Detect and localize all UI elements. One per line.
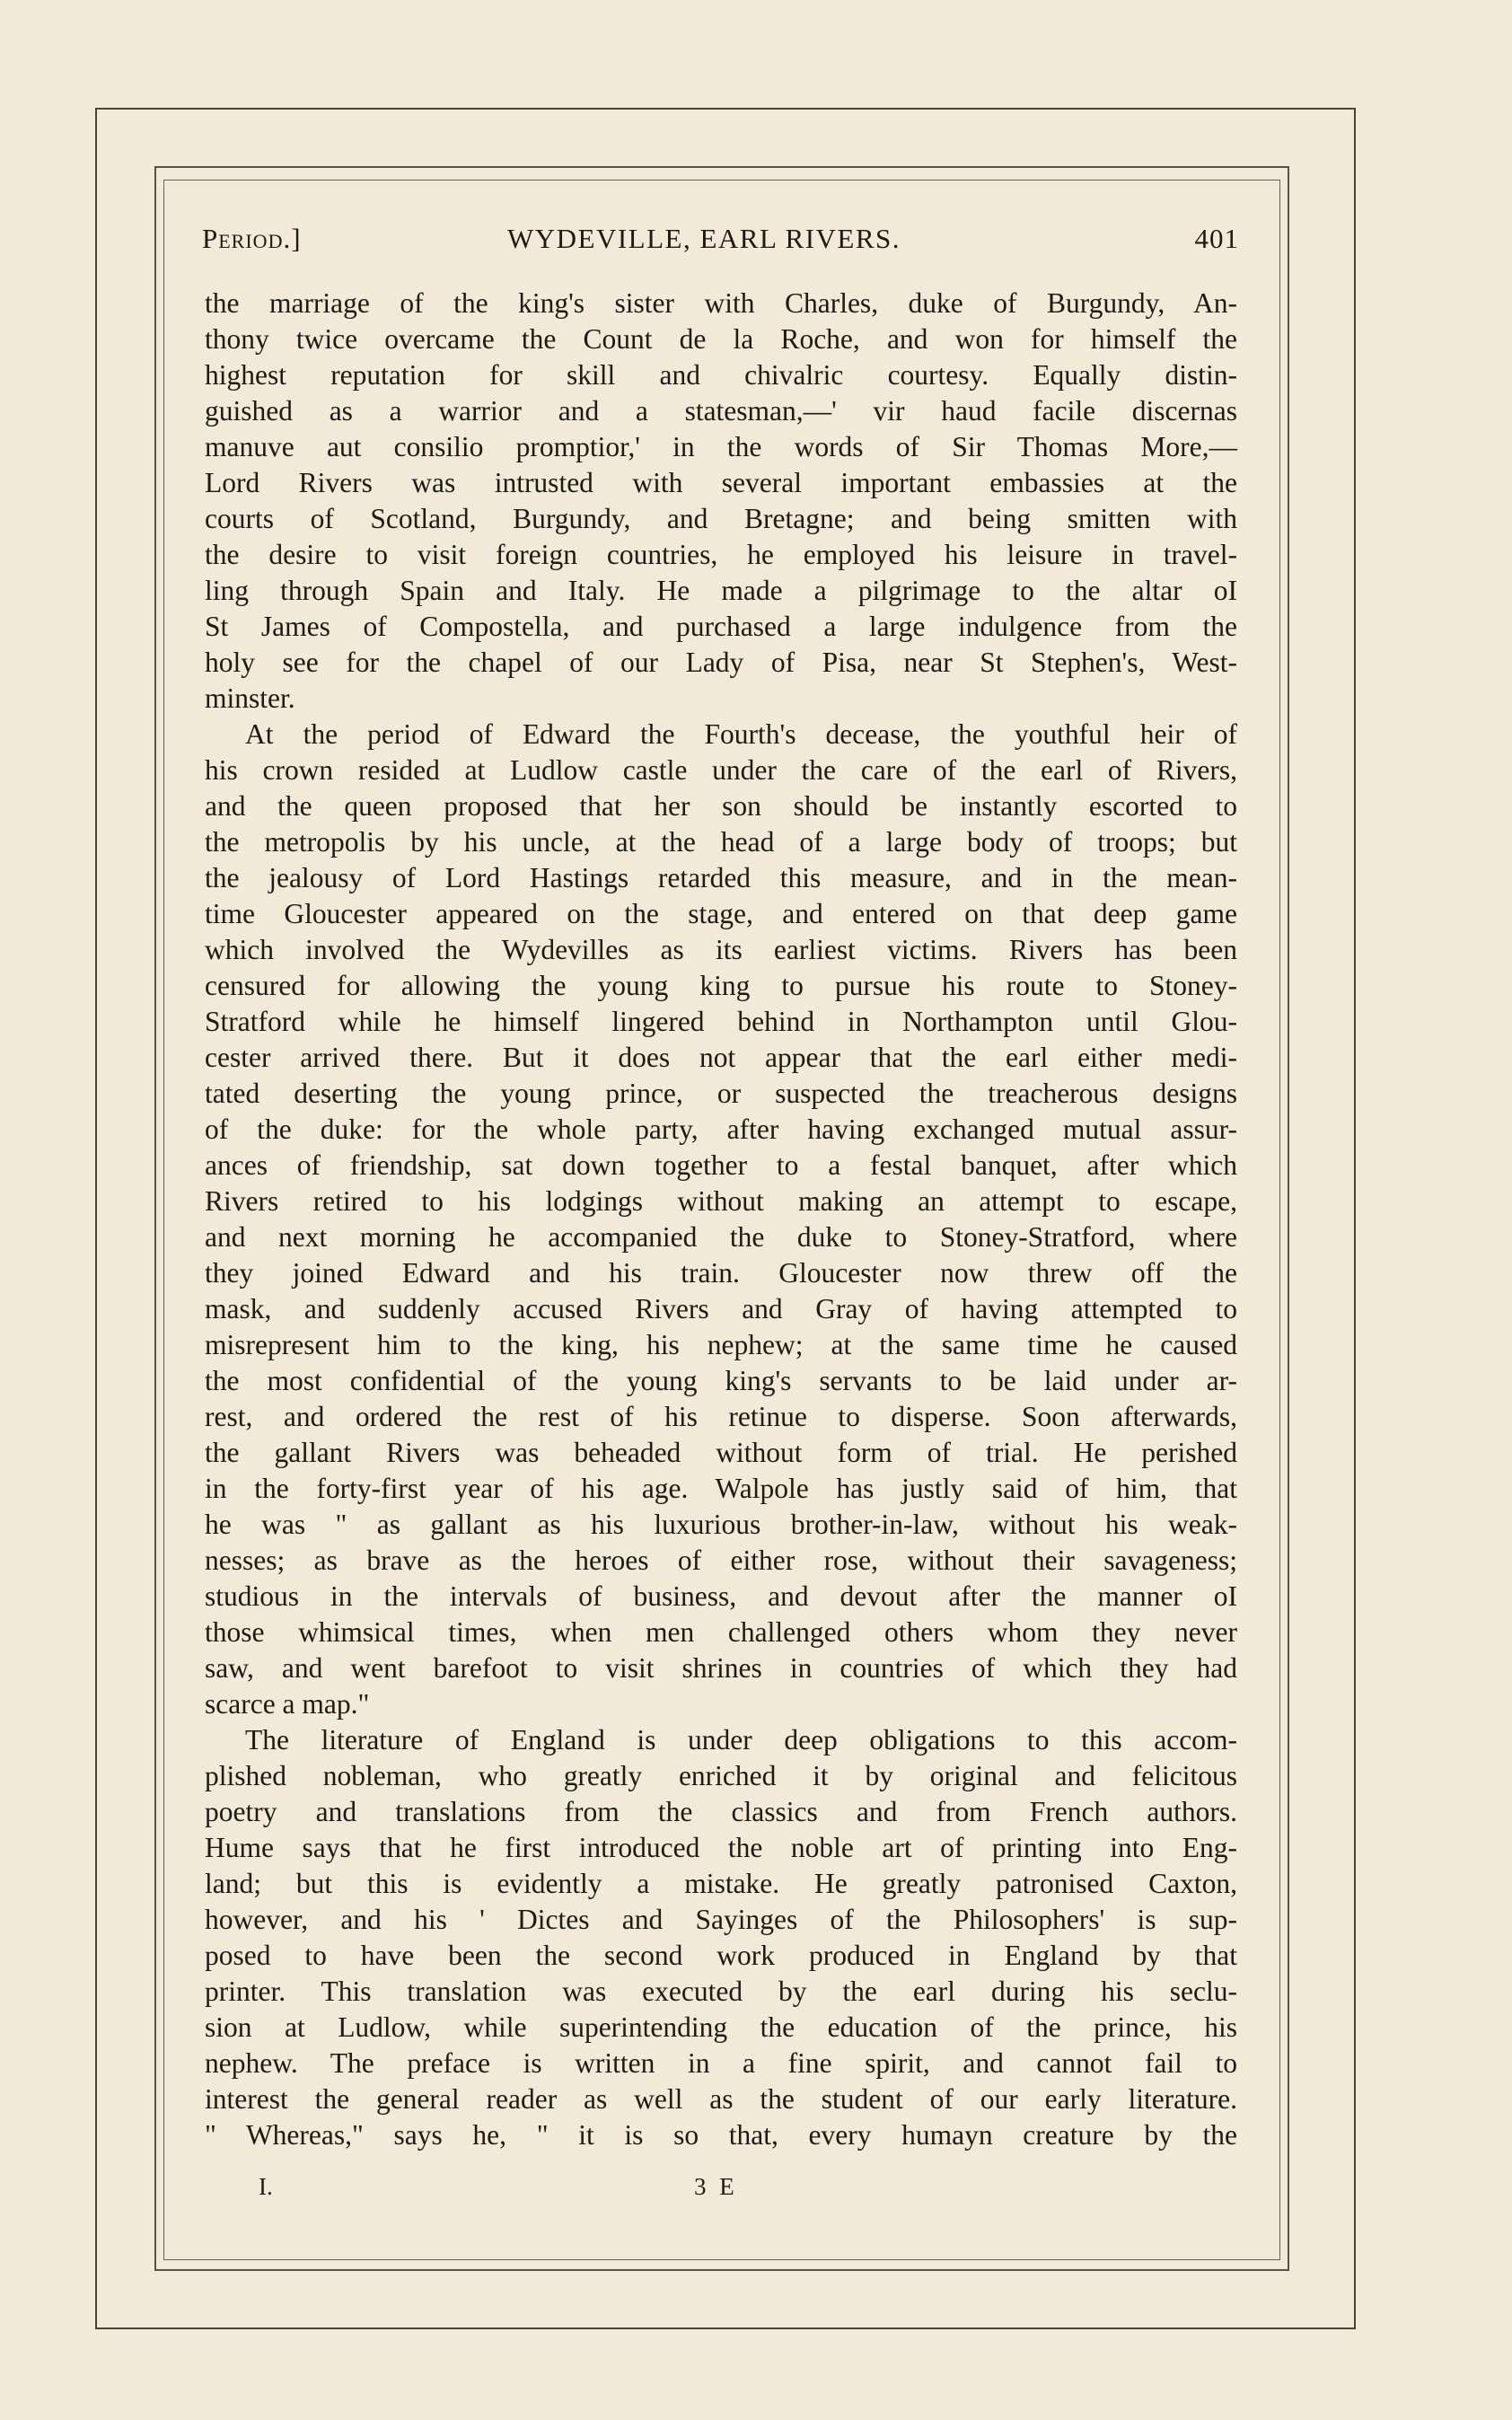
- text-line: and next morning he accompanied the duke to Stoney-Stratford, where: [205, 1221, 1237, 1253]
- text-line: At the period of Edward the Fourth's decease, the youthful heir of: [245, 718, 1237, 750]
- text-line: cester arrived there. But it does not appear that the earl either medi-: [205, 1042, 1237, 1073]
- text-line: printer. This translation was executed by the earl during his seclu-: [205, 1976, 1237, 2007]
- text-line: land; but this is evidently a mistake. He greatly patronised Caxton,: [205, 1868, 1237, 1899]
- text-line: censured for allowing the young king to pursue his route to Stoney-: [205, 970, 1237, 1001]
- text-line: ling through Spain and Italy. He made a pilgrimage to the altar oI: [205, 575, 1237, 606]
- text-line: the desire to visit foreign countries, he employed his leisure in travel-: [205, 539, 1237, 570]
- running-head-title: WYDEVILLE, EARL RIVERS.: [507, 223, 901, 254]
- text-line: " Whereas," says he, " it is so that, every humayn creature by the: [205, 2119, 1237, 2151]
- text-line: manuve aut consilio promptior,' in the words of Sir Thomas More,—: [205, 431, 1237, 462]
- text-line: however, and his ' Dictes and Sayinges of the Philosophers' is sup-: [205, 1904, 1237, 1935]
- volume-mark: I.: [259, 2173, 273, 2200]
- text-line: sion at Ludlow, while superintending the education of the prince, his: [205, 2011, 1237, 2043]
- text-line: poetry and translations from the classics and from French authors.: [205, 1796, 1237, 1827]
- page-number: 401: [1194, 223, 1239, 254]
- text-line: and the queen proposed that her son should be instantly escorted to: [205, 790, 1237, 822]
- text-line: scarce a map.": [205, 1688, 370, 1720]
- text-line: studious in the intervals of business, and devout after the manner oI: [205, 1580, 1237, 1612]
- text-line: posed to have been the second work produced in England by that: [205, 1940, 1237, 1971]
- text-line: nephew. The preface is written in a fine spirit, and cannot fail to: [205, 2047, 1237, 2079]
- text-line: ances of friendship, sat down together to a festal banquet, after which: [205, 1149, 1237, 1181]
- text-line: minster.: [205, 682, 295, 714]
- body-text: [205, 286, 1237, 2153]
- text-line: Hume says that he first introduced the noble art of printing into Eng-: [205, 1832, 1237, 1863]
- text-line: the most confidential of the young king's servants to be laid under ar-: [205, 1365, 1237, 1396]
- text-line: he was " as gallant as his luxurious brother-in-law, without his weak-: [205, 1509, 1237, 1540]
- text-line: the jealousy of Lord Hastings retarded this measure, and in the mean-: [205, 862, 1237, 893]
- text-line: tated deserting the young prince, or suspected the treacherous designs: [205, 1078, 1237, 1109]
- text-line: St James of Compostella, and purchased a large indulgence from the: [205, 611, 1237, 642]
- text-line: Lord Rivers was intrusted with several important embassies at the: [205, 467, 1237, 498]
- running-head-section: Period.]: [202, 223, 302, 254]
- text-line: holy see for the chapel of our Lady of Pisa, near St Stephen's, West-: [205, 647, 1237, 678]
- text-line: courts of Scotland, Burgundy, and Bretagne; and being smitten with: [205, 503, 1237, 534]
- text-line: which involved the Wydevilles as its earliest victims. Rivers has been: [205, 934, 1237, 965]
- text-line: guished as a warrior and a statesman,—' vir haud facile discernas: [205, 395, 1237, 427]
- text-line: The literature of England is under deep obligations to this accom-: [245, 1724, 1237, 1756]
- text-line: his crown resided at Ludlow castle under the care of the earl of Rivers,: [205, 754, 1237, 786]
- text-line: the marriage of the king's sister with Charles, duke of Burgundy, An-: [205, 287, 1237, 319]
- text-line: rest, and ordered the rest of his retinue to disperse. Soon afterwards,: [205, 1401, 1237, 1432]
- text-line: mask, and suddenly accused Rivers and Gray of having attempted to: [205, 1293, 1237, 1324]
- text-line: the metropolis by his uncle, at the head of a large body of troops; but: [205, 826, 1237, 858]
- text-line: of the duke: for the whole party, after having exchanged mutual assur-: [205, 1113, 1237, 1145]
- text-line: misrepresent him to the king, his nephew; at the same time he caused: [205, 1329, 1237, 1360]
- text-line: the gallant Rivers was beheaded without form of trial. He perished: [205, 1437, 1237, 1468]
- text-line: thony twice overcame the Count de la Roche, and won for himself the: [205, 323, 1237, 355]
- running-head: [202, 223, 1239, 268]
- signature-mark: 3 E: [694, 2173, 738, 2200]
- text-line: plished nobleman, who greatly enriched it by original and felicitous: [205, 1760, 1237, 1791]
- text-line: highest reputation for skill and chivalric courtesy. Equally distin-: [205, 359, 1237, 391]
- text-line: in the forty-first year of his age. Walpole has justly said of him, that: [205, 1473, 1237, 1504]
- text-line: nesses; as brave as the heroes of either rose, without their savageness;: [205, 1544, 1237, 1576]
- text-line: Rivers retired to his lodgings without making an attempt to escape,: [205, 1185, 1237, 1217]
- text-line: they joined Edward and his train. Gloucester now threw off the: [205, 1257, 1237, 1289]
- text-line: time Gloucester appeared on the stage, and entered on that deep game: [205, 898, 1237, 929]
- text-line: interest the general reader as well as the student of our early literature.: [205, 2083, 1237, 2115]
- page-footer: [205, 2173, 833, 2209]
- text-line: Stratford while he himself lingered behind in Northampton until Glou-: [205, 1006, 1237, 1037]
- text-line: those whimsical times, when men challenged others whom they never: [205, 1616, 1237, 1648]
- text-line: saw, and went barefoot to visit shrines in countries of which they had: [205, 1652, 1237, 1684]
